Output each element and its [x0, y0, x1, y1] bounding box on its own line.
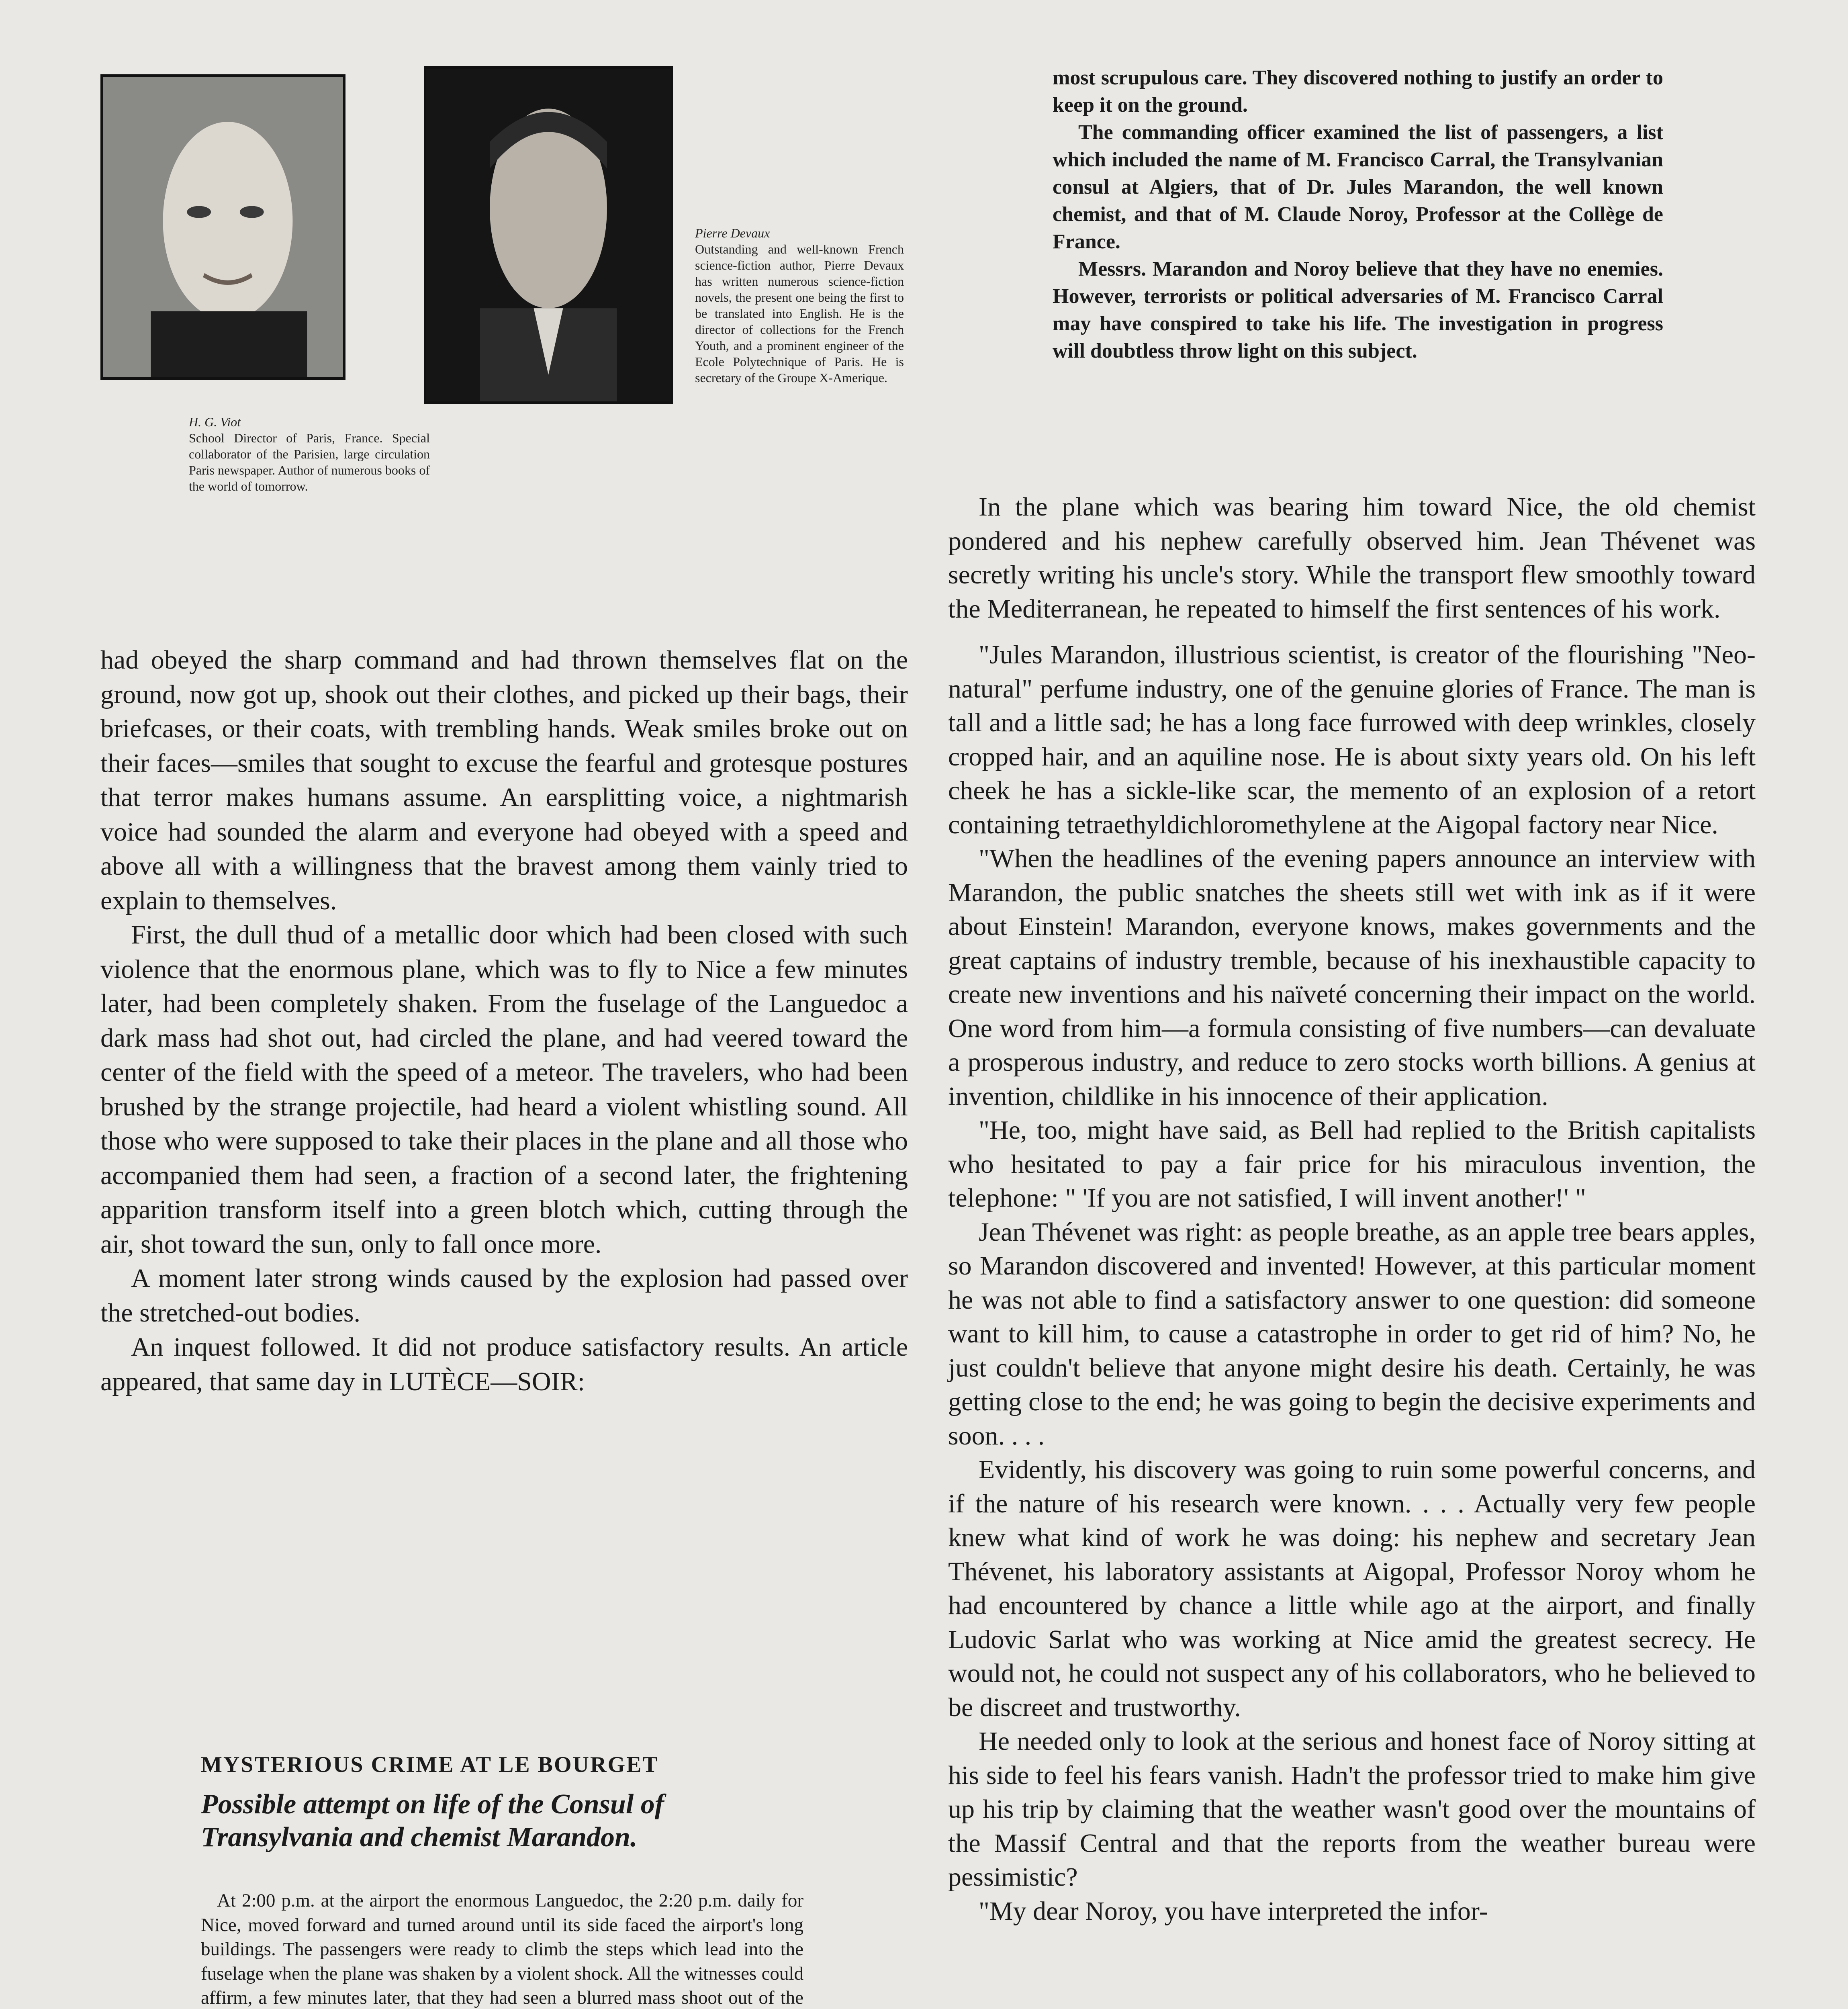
paragraph: most scrupulous care. They discovered nothing to justify an order to keep it on the ground.	[1053, 66, 1663, 117]
caption-text: Outstanding and well-known French science-fiction author, Pierre Devaux has written numerous science-fiction novels, the present one being the first to be translated into English. He is the director of collections for the French Youth, and a prominent engineer of the Ecole Polytechnique of Paris. He is secretary of the Groupe X-Amerique.	[695, 242, 904, 385]
left-column	[100, 643, 908, 1399]
news-article	[201, 1888, 803, 2009]
caption-text: School Director of Paris, France. Special collaborator of the Parisien, large circulation Paris newspaper. Author of numerous books of the world of tomorrow.	[189, 431, 430, 493]
paragraph: An inquest followed. It did not produce satisfactory results. An article appeared, that same day in LUTÈCE—SOIR:	[100, 1332, 908, 1396]
news-continuation-block	[1053, 64, 1663, 365]
caption-name: Pierre Devaux	[695, 226, 770, 240]
caption-name: H. G. Viot	[189, 415, 241, 429]
paragraph: "My dear Noroy, you have interpreted the infor-	[979, 1896, 1488, 1926]
right-column	[948, 490, 1756, 1928]
paragraph: Messrs. Marandon and Noroy believe that they have no enemies. However, terrorists or political adversaries of M. Francisco Carral may have conspired to take his life. The investigation in progress will doubtless throw light on this subject.	[1053, 258, 1663, 362]
paragraph: The commanding officer examined the list of passengers, a list which included the name of M. Francisco Carral, the Transylvanian consul at Algiers, that of Dr. Jules Marandon, the well known chemist, and that of M. Claude Noroy, Professor at the Collège de France.	[1053, 121, 1663, 253]
viot-portrait-photo	[100, 74, 345, 380]
paragraph: Evidently, his discovery was going to ruin some powerful concerns, and if the nature of his research were known. . . . Actually very few people knew what kind of work he was doing: his nephew and secretary Jean Thévenet, his laboratory assistants at Aigopal, Professor Noroy whom he had encountered by chance a little while ago at the airport, and finally Ludovic Sarlat who was working at Nice amid the greatest secrecy. He would not, he could not suspect any of his collaborators, who he believed to be discreet and trustworthy.	[948, 1455, 1756, 1722]
news-headline: MYSTERIOUS CRIME AT LE BOURGET	[201, 1752, 659, 1777]
paragraph: "When the headlines of the evening papers announce an interview with Marandon, the public snatches the sheets still wet with ink as if it were about Einstein! Marandon, everyone knows, makes governments and the great captains of industry tremble, because of his inexhaustible capacity to create new inventions and his naïveté concerning their impact on the world. One word from him—a formula consisting of five numbers—can devaluate a prosperous industry, and reduce to zero stocks worth billions. A genius at invention, childlike in his innocence of their application.	[948, 844, 1756, 1111]
paragraph: "He, too, might have said, as Bell had replied to the British capitalists who hesitated to pay a fair price for his miraculous invention, the telephone: " 'If you are not satisfied, I will invent another!' "	[948, 1115, 1756, 1213]
devaux-portrait-photo	[424, 66, 673, 404]
paragraph: He needed only to look at the serious and honest face of Noroy sitting at his side to feel his fears vanish. Hadn't the professor tried to make him give up his trip by claiming that the weather wasn't good over the mountains of the Massif Central and that the reports from the weather bureau were pessimistic?	[948, 1727, 1756, 1892]
paragraph: "Jules Marandon, illustrious scientist, is creator of the flourishing "Neo-natural" perfume industry, one of the genuine glories of France. The man is tall and a little sad; he has a long face furrowed with deep wrinkles, closely cropped hair, and an aquiline nose. He is about sixty years old. On his left cheek he has a sickle-like scar, the memento of an explosion of a retort containing tetraethyldichloromethylene at the Aigopal factory near Nice.	[948, 640, 1756, 839]
paragraph: At 2:00 p.m. at the airport the enormous Languedoc, the 2:20 p.m. daily for Nice, moved forward and turned around until its side faced the airport's long buildings. The passengers were ready to climb the steps which lead into the fuselage when the plane was shaken by a violent shock. All the witnesses could affirm, a few minutes later, that they had seen a blurred mass shoot out of the	[201, 1890, 803, 2008]
paragraph: First, the dull thud of a metallic door which had been closed with such violence that the enormous plane, which was to fly to Nice a few minutes later, had been completely shaken. From the fuselage of the Languedoc a dark mass had shot out, had circled the plane, and had veered toward the center of the field with the speed of a meteor. The travelers, who had been brushed by the strange projectile, had heard a violent whistling sound. All those who were supposed to take their places in the plane and all those who accompanied them had seen, a fraction of a second later, the frightening apparition transform itself into a green blotch which, cutting through the air, shot toward the sun, only to fall once more.	[100, 920, 908, 1259]
devaux-caption	[695, 225, 904, 386]
paragraph: Jean Thévenet was right: as people breathe, as an apple tree bears apples, so Marandon discovered and invented! However, at this particular moment he was not able to find a satisfactory answer to one question: did someone want to kill him, to cause a catastrophe in order to get rid of him? No, he just couldn't believe that anyone might desire his death. Certainly, he was getting close to the end; he was going to begin the decisive experiments and soon. . . .	[948, 1217, 1756, 1450]
news-subheadline: Possible attempt on life of the Consul of Transylvania and chemist Marandon.	[201, 1789, 664, 1853]
paragraph: A moment later strong winds caused by the explosion had passed over the stretched-out bodies.	[100, 1264, 908, 1328]
viot-caption	[189, 414, 430, 494]
paragraph: had obeyed the sharp command and had thrown themselves flat on the ground, now got up, shook out their clothes, and picked up their bags, their briefcases, or their coats, with trembling hands. Weak smiles broke out on their faces—smiles that sought to excuse the fearful and grotesque postures that terror makes humans assume. An earsplitting voice, a nightmarish voice had sounded the alarm and everyone had obeyed with a speed and above all with a willingness that the bravest among them vainly tried to explain to themselves.	[100, 645, 908, 915]
paragraph: In the plane which was bearing him toward Nice, the old chemist pondered and his nephew carefully observed him. Jean Thévenet was secretly writing his uncle's story. While the transport flew smoothly toward the Mediterranean, he repeated to himself the first sentences of his work.	[948, 492, 1756, 624]
